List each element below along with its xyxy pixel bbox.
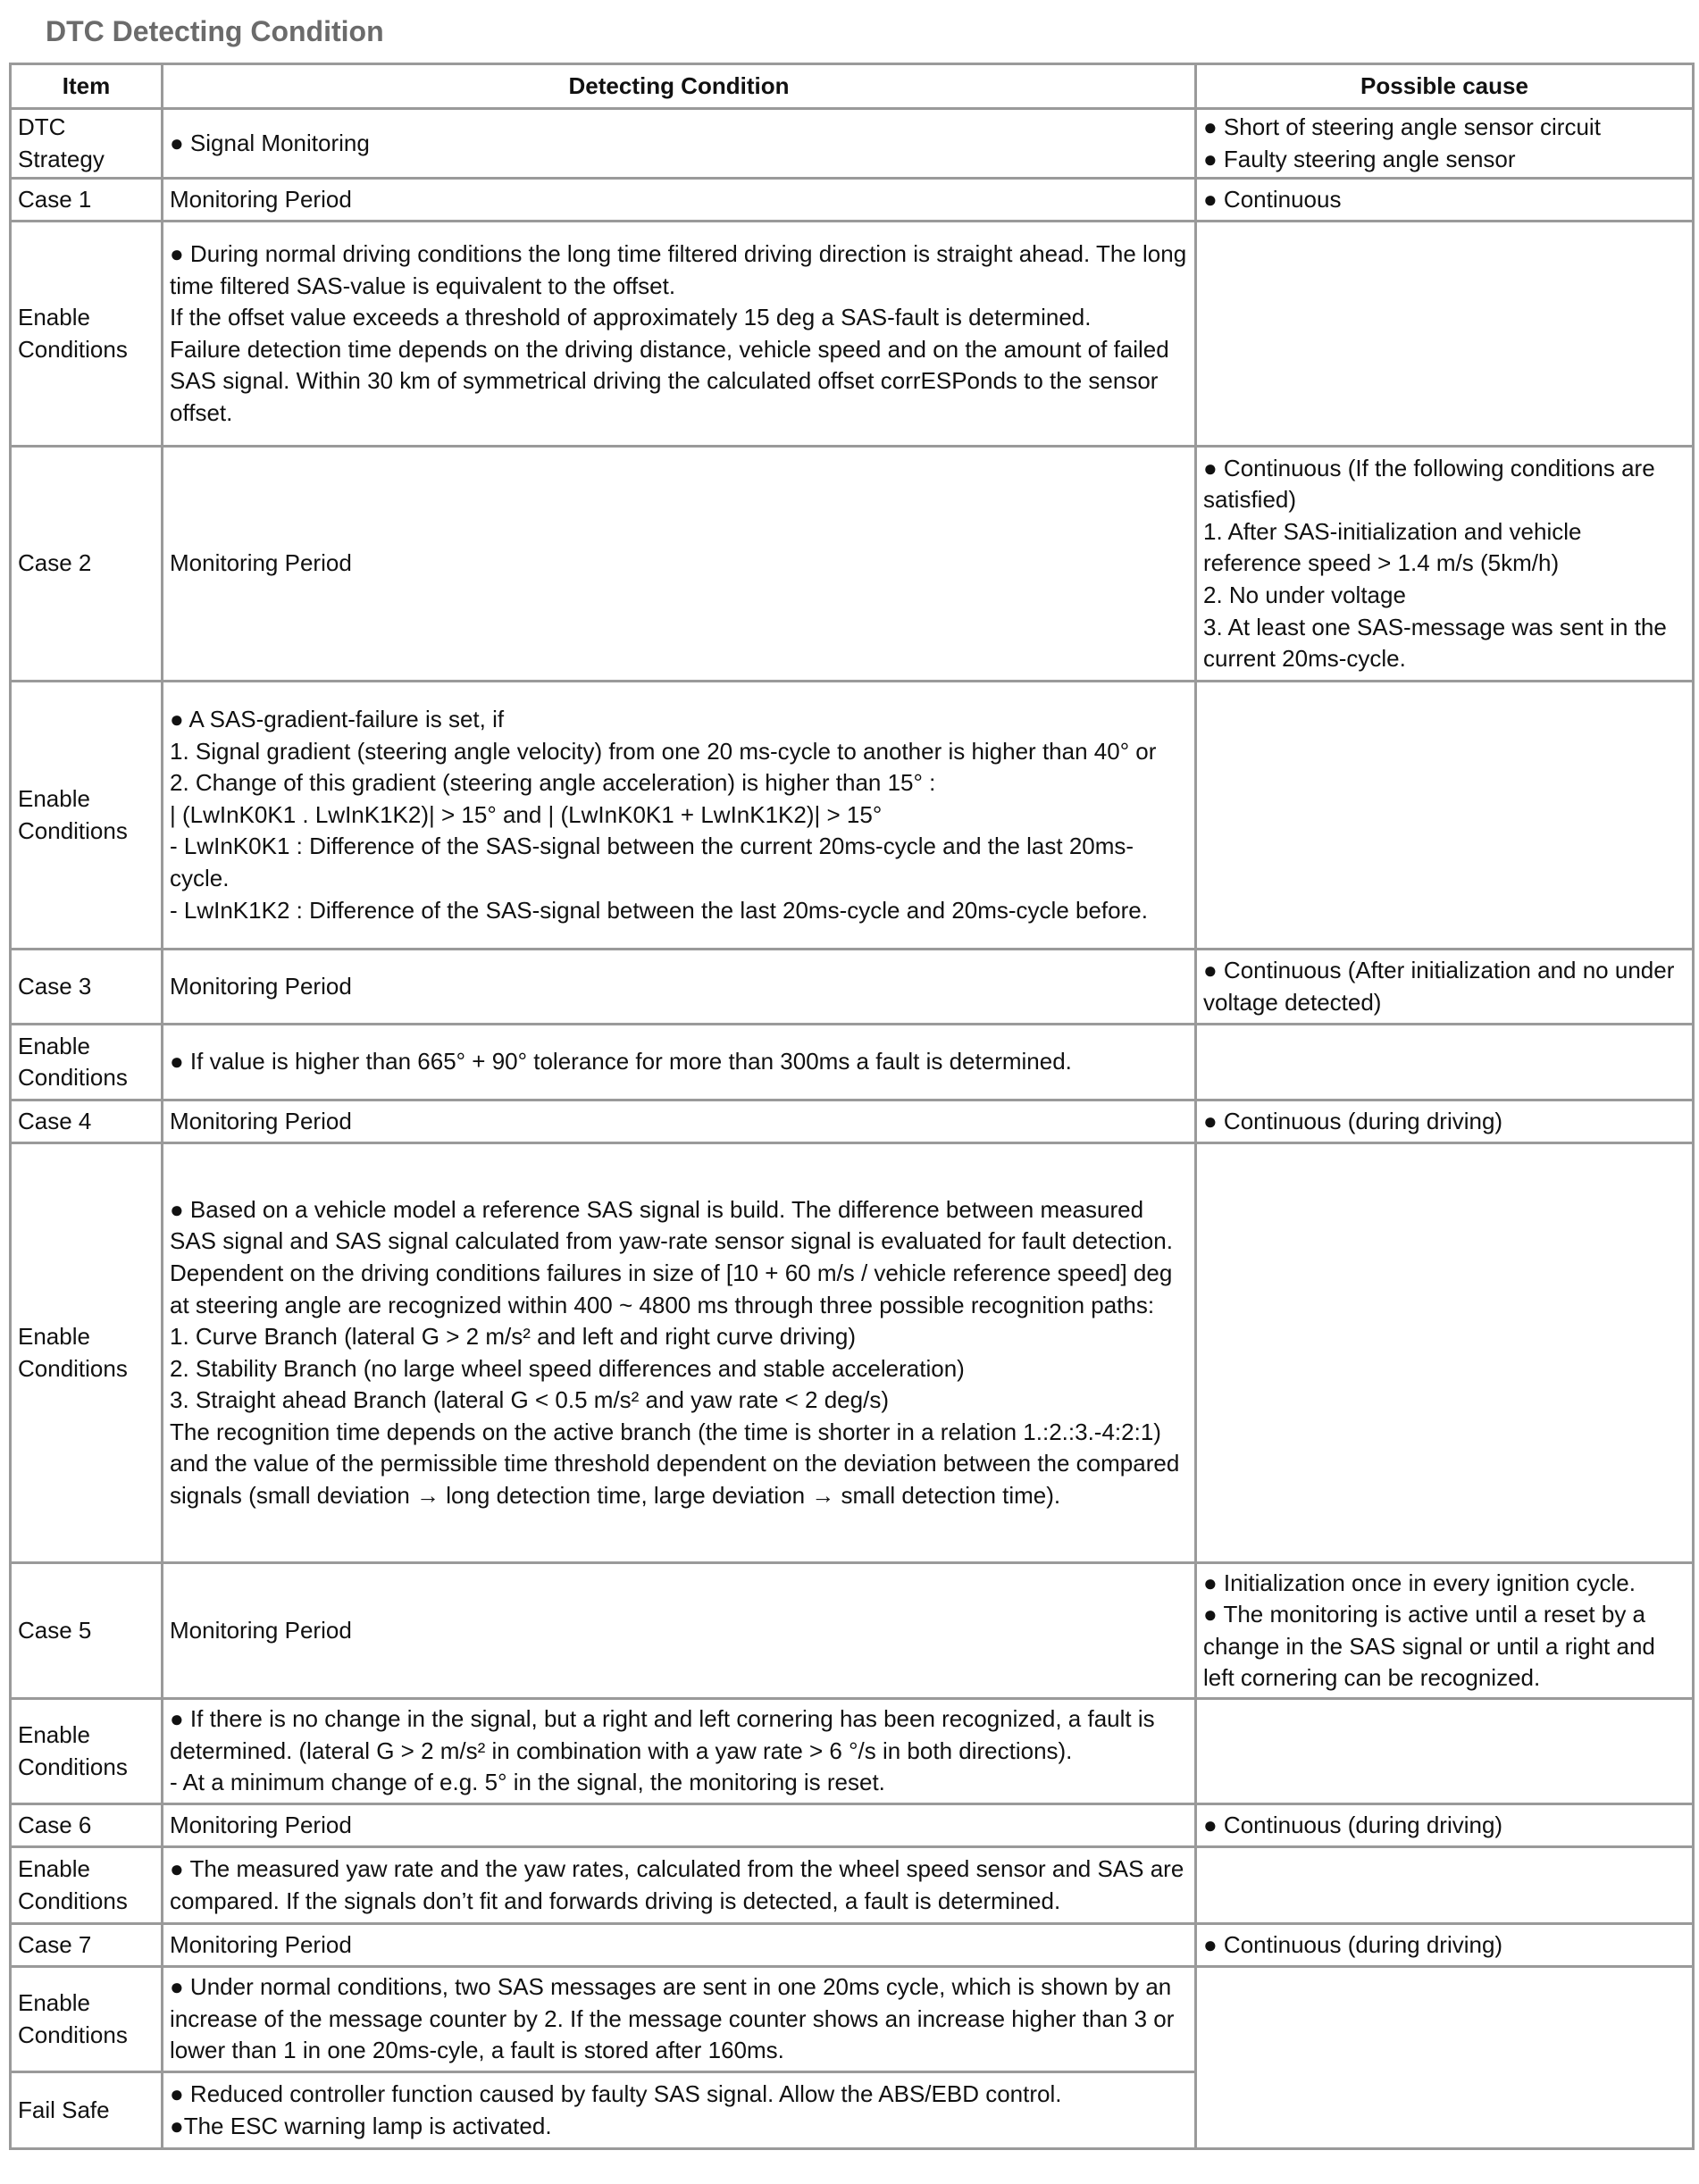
row-cause xyxy=(1196,1143,1694,1563)
table-row xyxy=(11,682,1694,950)
row-cause xyxy=(1196,1967,1694,2149)
dtc-table xyxy=(9,63,1695,2150)
row-item: Case 4 xyxy=(11,1100,163,1143)
row-condition: Monitoring Period xyxy=(163,1563,1196,1699)
table-row xyxy=(11,1100,1694,1143)
row-condition: ● If there is no change in the signal, but a right and left cornering has been recognized, a fault is determined. (lateral G > 2 m/s² in combination with a yaw rate > 6 °/s in both directions). - At a minimum change of e.g. 5° in the signal, the monitoring is reset. xyxy=(163,1699,1196,1804)
header-detecting-condition: Detecting Condition xyxy=(163,64,1196,109)
row-condition: Monitoring Period xyxy=(163,447,1196,682)
row-item: Fail Safe xyxy=(11,2072,163,2149)
row-cause: ● Continuous (during driving) xyxy=(1196,1100,1694,1143)
row-condition: Monitoring Period xyxy=(163,1100,1196,1143)
row-cause: ● Continuous (during driving) xyxy=(1196,1924,1694,1967)
row-cause xyxy=(1196,1699,1694,1804)
row-condition: ● Signal Monitoring xyxy=(163,109,1196,179)
row-item: Enable Conditions xyxy=(11,1143,163,1563)
header-possible-cause: Possible cause xyxy=(1196,64,1694,109)
row-condition: Monitoring Period xyxy=(163,950,1196,1025)
row-condition: ● Reduced controller function caused by faulty SAS signal. Allow the ABS/EBD control. ●The ESC warning lamp is activated. xyxy=(163,2072,1196,2149)
table-row xyxy=(11,1804,1694,1847)
row-item: Enable Conditions xyxy=(11,1847,163,1924)
table-row xyxy=(11,1967,1694,2072)
row-item: Case 7 xyxy=(11,1924,163,1967)
row-item: Case 2 xyxy=(11,447,163,682)
table-row xyxy=(11,109,1694,179)
row-condition: Monitoring Period xyxy=(163,1924,1196,1967)
row-item: Case 1 xyxy=(11,179,163,222)
page-title: DTC Detecting Condition xyxy=(46,15,384,47)
row-condition: ● During normal driving conditions the long time filtered driving direction is straight ahead. The long time filtered SAS-value is equivalent to the offset. If the offset value exceeds a threshold of approximately 15 deg a SAS-fault is determined. Failure detection time depends on the driving distance, vehicle speed and on the amount of failed SAS signal. Within 30 km of symmetrical driving the calculated offset corrESPonds to the sensor offset. xyxy=(163,222,1196,447)
table-row xyxy=(11,1563,1694,1699)
row-item: Enable Conditions xyxy=(11,1699,163,1804)
row-item: DTC Strategy xyxy=(11,109,163,179)
row-cause: ● Short of steering angle sensor circuit ● Faulty steering angle sensor xyxy=(1196,109,1694,179)
row-cause xyxy=(1196,1025,1694,1100)
row-condition: Monitoring Period xyxy=(163,1804,1196,1847)
row-cause: ● Initialization once in every ignition cycle. ● The monitoring is active until a reset by a change in the SAS signal or until a right and left cornering can be recognized. xyxy=(1196,1563,1694,1699)
row-item: Enable Conditions xyxy=(11,682,163,950)
row-item: Enable Conditions xyxy=(11,1025,163,1100)
table-row xyxy=(11,179,1694,222)
row-condition: ● A SAS-gradient-failure is set, if 1. Signal gradient (steering angle velocity) from one 20 ms-cycle to another is higher than 40° or 2. Change of this gradient (steering angle acceleration) is higher than 15° : | (LwInK0K1 . LwInK1K2)| > 15° and | (LwInK0K1 + LwInK1K2)| > 15° - LwInK0K1 : Difference of the SAS-signal between the current 20ms-cycle and the last 20ms-cycle. - LwInK1K2 : Difference of the SAS-signal between the last 20ms-cycle and 20ms-cycle before. xyxy=(163,682,1196,950)
row-cause: ● Continuous (during driving) xyxy=(1196,1804,1694,1847)
row-cause xyxy=(1196,222,1694,447)
table-row xyxy=(11,222,1694,447)
row-item: Case 3 xyxy=(11,950,163,1025)
table-row xyxy=(11,447,1694,682)
row-item: Enable Conditions xyxy=(11,222,163,447)
row-cause xyxy=(1196,682,1694,950)
row-cause xyxy=(1196,1847,1694,1924)
table-row xyxy=(11,1143,1694,1563)
header-item: Item xyxy=(11,64,163,109)
row-item: Enable Conditions xyxy=(11,1967,163,2072)
table-header-row xyxy=(11,64,1694,109)
table-row xyxy=(11,1699,1694,1804)
table-row xyxy=(11,1924,1694,1967)
row-cause: ● Continuous (After initialization and no under voltage detected) xyxy=(1196,950,1694,1025)
row-item: Case 5 xyxy=(11,1563,163,1699)
row-condition: ● Under normal conditions, two SAS messages are sent in one 20ms cycle, which is shown by an increase of the message counter by 2. If the message counter shows an increase higher than 3 or lower than 1 in one 20ms-cyle, a fault is stored after 160ms. xyxy=(163,1967,1196,2072)
row-cause: ● Continuous xyxy=(1196,179,1694,222)
table-row xyxy=(11,950,1694,1025)
row-condition: ● Based on a vehicle model a reference SAS signal is build. The difference between measured SAS signal and SAS signal calculated from yaw-rate sensor signal is evaluated for fault detection. Dependent on the driving conditions failures in size of [10 + 60 m/s / vehicle reference speed] deg at steering angle are recognized within 400 ~ 4800 ms through three possible recognition paths: 1. Curve Branch (lateral G > 2 m/s² and left and right curve driving) 2. Stability Branch (no large wheel speed differences and stable acceleration) 3. Straight ahead Branch (lateral G < 0.5 m/s² and yaw rate < 2 deg/s) The recognition time depends on the active branch (the time is shorter in a relation 1.:2.:3.-4:2:1) and the value of the permissible time threshold dependent on the deviation between the compared signals (small deviation → long detection time, large deviation → small detection time). xyxy=(163,1143,1196,1563)
table-row xyxy=(11,1025,1694,1100)
row-condition: ● If value is higher than 665° + 90° tolerance for more than 300ms a fault is determined. xyxy=(163,1025,1196,1100)
row-cause: ● Continuous (If the following conditions are satisfied) 1. After SAS-initialization and vehicle reference speed > 1.4 m/s (5km/h) 2. No under voltage 3. At least one SAS-message was sent in the current 20ms-cycle. xyxy=(1196,447,1694,682)
row-condition: Monitoring Period xyxy=(163,179,1196,222)
row-item: Case 6 xyxy=(11,1804,163,1847)
table-row xyxy=(11,1847,1694,1924)
row-condition: ● The measured yaw rate and the yaw rates, calculated from the wheel speed sensor and SAS are compared. If the signals don’t fit and forwards driving is detected, a fault is determined. xyxy=(163,1847,1196,1924)
